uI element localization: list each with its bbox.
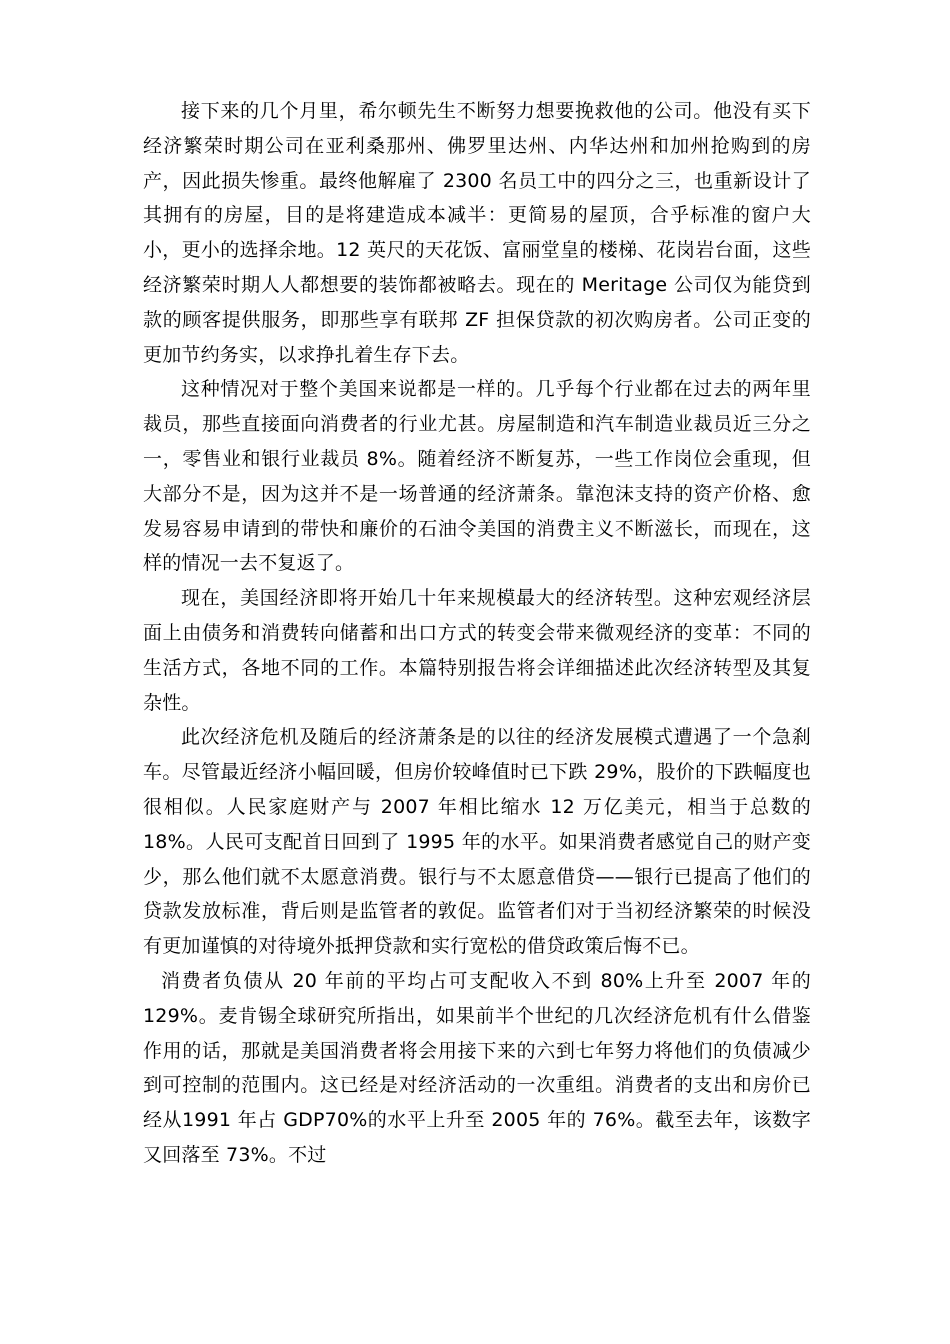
paragraph-2: 这种情况对于整个美国来说都是一样的。几乎每个行业都在过去的两年里裁员，那些直接面向消费者的行业尤甚。房屋制造和汽车制造业裁员近三分之一，零售业和银行业裁员 8%。随着经济不断复苏，一些工作岗位会重现，但大部分不是，因为这并不是一场普通的经济萧条。靠泡沫支持的资产价格、愈发易容易申请到的带快和廉价的石油令美国的消费主义不断滋长，而现在，这样的情况一去不复返了。 — [143, 378, 811, 575]
paragraph-3: 现在，美国经济即将开始几十年来规模最大的经济转型。这种宏观经济层面上由债务和消费转向储蓄和出口方式的转变会带来微观经济的变革：不同的生活方式，各地不同的工作。本篇特别报告将会详细描述此次经济转型及其复杂性。 — [143, 587, 811, 714]
paragraph-5: 消费者负债从 20 年前的平均占可支配收入不到 80%上升至 2007 年的 129%。麦肯锡全球研究所指出，如果前半个世纪的几次经济危机有什么借鉴作用的话，那就是美国消费者将会用接下来的六到七年努力将他们的负债减少到可控制的范围内。这已经是对经济活动的一次重组。消费者的支出和房价已经从1991 年占 GDP70%的水平上升至 2005 年的 76%。截至去年，该数字又回落至 73%。不过 — [143, 969, 811, 1166]
paragraph-4: 此次经济危机及随后的经济萧条是的以往的经济发展模式遭遇了一个急刹车。尽管最近经济小幅回暖，但房价较峰值时已下跌 29%，股价的下跌幅度也很相似。人民家庭财产与 2007 年相比缩水 12 万亿美元，相当于总数的 18%。人民可支配首日回到了 1995 年的水平。如果消费者感觉自己的财产变少，那么他们就不太愿意消费。银行与不太愿意借贷——银行已提高了他们的贷款发放标准，背后则是监管者的敦促。监管者们对于当初经济繁荣的时候没有更加谨慎的对待境外抵押贷款和实行宽松的借贷政策后悔不已。 — [143, 726, 811, 958]
paragraph-1: 接下来的几个月里，希尔顿先生不断努力想要挽救他的公司。他没有买下经济繁荣时期公司在亚利桑那州、佛罗里达州、内华达州和加州抢购到的房产，因此损失惨重。最终他解雇了 2300 名员工中的四分之三，也重新设计了其拥有的房屋，目的是将建造成本减半：更简易的屋顶，合乎标准的窗户大小，更小的选择余地。12 英尺的天花饭、富丽堂皇的楼梯、花岗岩台面，这些经济繁荣时期人人都想要的装饰都被略去。现在的 Meritage 公司仅为能贷到款的顾客提供服务，即那些享有联邦 ZF 担保贷款的初次购房者。公司正变的更加节约务实，以求挣扎着生存下去。 — [143, 100, 811, 366]
article-body — [143, 94, 811, 1173]
